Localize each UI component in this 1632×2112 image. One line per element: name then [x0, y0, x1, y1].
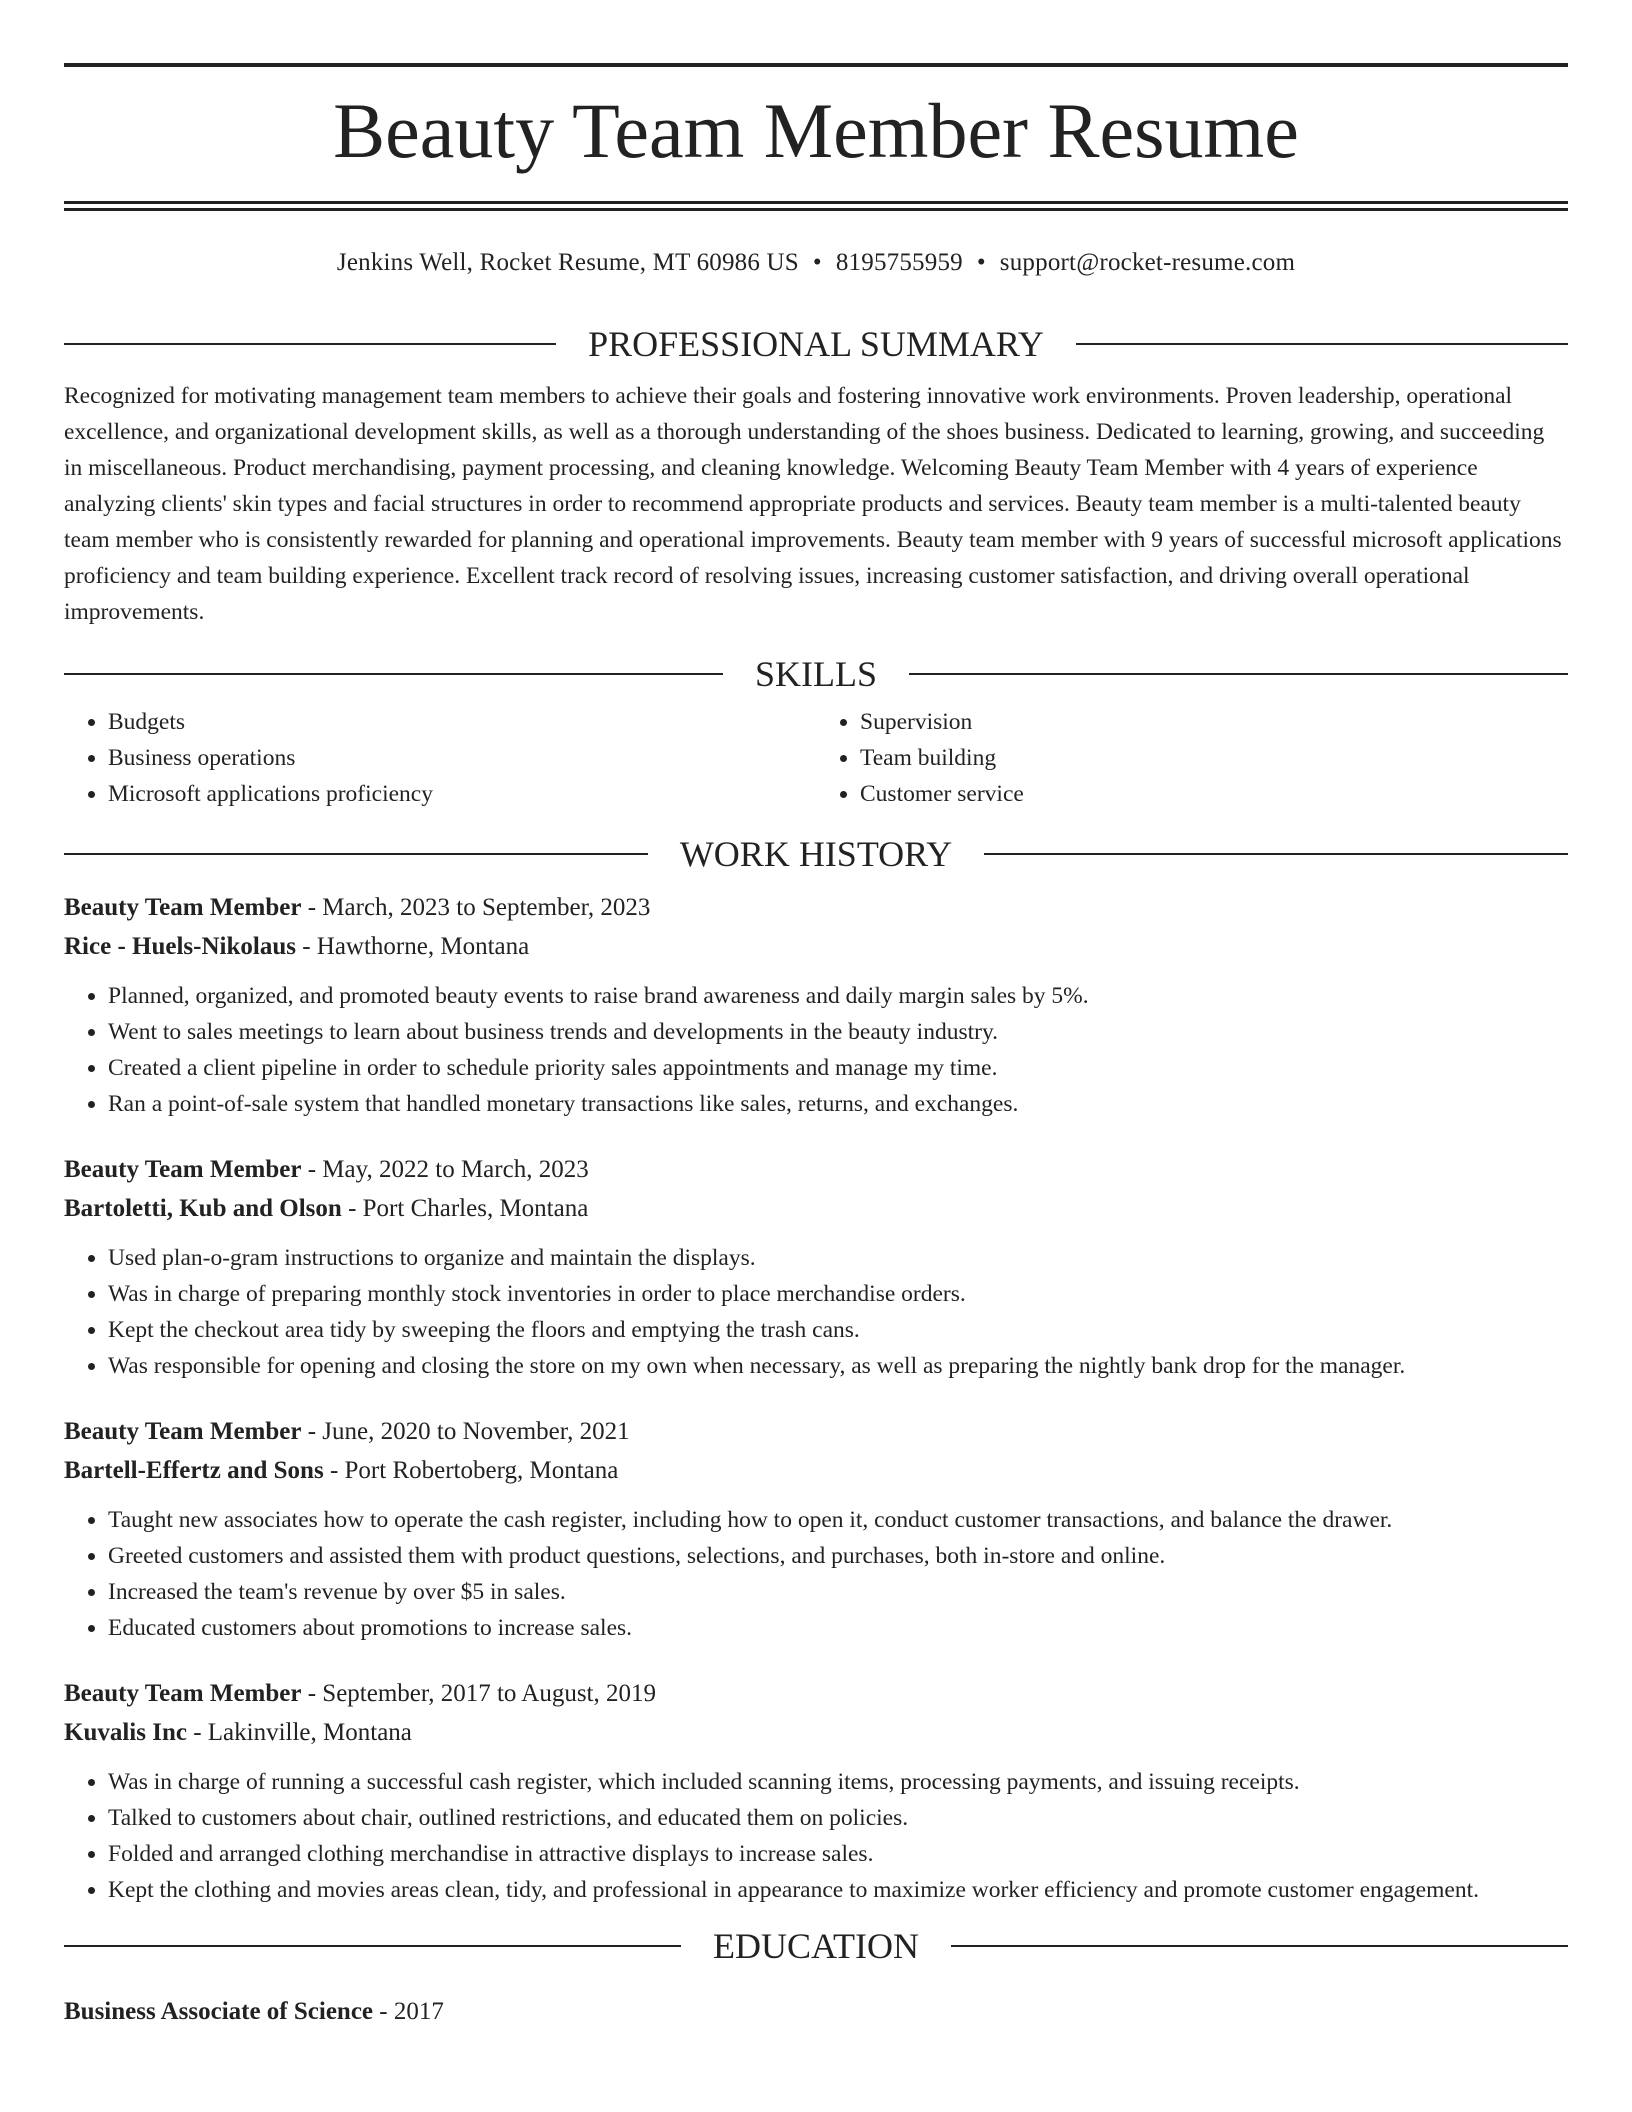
job-bullet: • Was responsible for opening and closing the store on my own when necessary, as well as preparing the nightly bank drop for the manager. [108, 1348, 1568, 1384]
job-bullet: • Created a client pipeline in order to schedule priority sales appointments and manage my time. [108, 1050, 1568, 1086]
top-rule [64, 63, 1568, 67]
job-company: Kuvalis Inc [64, 1719, 187, 1746]
job-title: Beauty Team Member [64, 894, 302, 921]
skills-column-right [816, 704, 1568, 812]
job-title-line [64, 1150, 1568, 1189]
summary-heading-title: PROFESSIONAL SUMMARY [588, 324, 1044, 364]
job-bullet: • Talked to customers about chair, outlined restrictions, and educated them on policies. [108, 1800, 1568, 1836]
job-company: Bartoletti, Kub and Olson [64, 1195, 342, 1222]
job-location: - Hawthorne, Montana [295, 933, 530, 960]
job-company-line [64, 1713, 1568, 1752]
summary-heading [64, 322, 1568, 366]
job-dates: - March, 2023 to September, 2023 [301, 894, 651, 921]
heading-rule-right [951, 1945, 1568, 1947]
skill-item: • Customer service [860, 776, 1568, 812]
job-company: Bartell-Effertz and Sons [64, 1457, 324, 1484]
job-bullet: • Folded and arranged clothing merchandise in attractive displays to increase sales. [108, 1836, 1568, 1872]
job-bullet: • Educated customers about promotions to increase sales. [108, 1610, 1568, 1646]
job-title: Beauty Team Member [64, 1156, 302, 1183]
job-bullet: • Kept the checkout area tidy by sweeping the floors and emptying the trash cans. [108, 1312, 1568, 1348]
skill-item: • Budgets [108, 704, 816, 740]
job-bullet: • Planned, organized, and promoted beauty events to raise brand awareness and daily margin sales by 5%. [108, 978, 1568, 1014]
skills-heading-title: SKILLS [755, 654, 878, 694]
skill-item: • Supervision [860, 704, 1568, 740]
job-company: Rice - Huels-Nikolaus [64, 933, 296, 960]
heading-rule-left [64, 673, 723, 675]
contact-phone: 8195755959 [835, 249, 963, 276]
summary-text: Recognized for motivating management team members to achieve their goals and fostering innovative work environments. Proven leadership, operational excellence, and organizational development skills, as well as a thorough understanding of the shoes business. Dedicated to learning, growing, and succeeding in miscellaneous. Product merchandising, payment processing, and cleaning knowledge. Welcoming Beauty Team Member with 4 years of experience analyzing clients' skin types and facial structures in order to recommend appropriate products and services. Beauty team member is a multi-talented beauty team member who is consistently rewarded for planning and operational improvements. Beauty team member with 9 years of successful microsoft applications proficiency and team building experience. Excellent track record of resolving issues, increasing customer satisfaction, and driving overall operational improvements. [64, 383, 1562, 625]
skills-column-left [64, 704, 816, 812]
job-title-line [64, 1412, 1568, 1451]
job-company-line [64, 1189, 1568, 1228]
job-company-line [64, 927, 1568, 966]
heading-rule-left [64, 853, 648, 855]
skills-list [64, 704, 1568, 812]
heading-rule-left [64, 1945, 681, 1947]
job-title-line [64, 888, 1568, 927]
job-entry [64, 888, 1568, 1122]
contact-separator: • [976, 249, 986, 276]
job-entry [64, 1150, 1568, 1384]
job-location: - Port Robertoberg, Montana [323, 1457, 619, 1484]
job-title: Beauty Team Member [64, 1418, 302, 1445]
job-bullets [64, 1502, 1568, 1646]
education-heading-title: EDUCATION [713, 1926, 919, 1966]
skill-item: • Microsoft applications proficiency [108, 776, 816, 812]
contact-email: support@rocket-resume.com [999, 249, 1296, 276]
job-entry [64, 1674, 1568, 1908]
job-dates: - June, 2020 to November, 2021 [301, 1418, 630, 1445]
job-bullet: • Kept the clothing and movies areas clean, tidy, and professional in appearance to maximize worker efficiency and promote customer engagement. [108, 1872, 1568, 1908]
job-dates: - September, 2017 to August, 2019 [301, 1680, 656, 1707]
job-bullets [64, 978, 1568, 1122]
education-year: - 2017 [373, 1998, 444, 2025]
skill-item: • Team building [860, 740, 1568, 776]
job-bullet: • Was in charge of running a successful cash register, which included scanning items, processing payments, and issuing receipts. [108, 1764, 1568, 1800]
job-company-line [64, 1451, 1568, 1490]
work-heading-title: WORK HISTORY [679, 834, 953, 874]
job-entry [64, 1412, 1568, 1646]
heading-rule-right [1076, 343, 1568, 345]
job-bullet: • Was in charge of preparing monthly stock inventories in order to place merchandise orders. [108, 1276, 1568, 1312]
job-location: - Lakinville, Montana [186, 1719, 412, 1746]
contact-line [64, 246, 1568, 280]
job-bullet: • Ran a point-of-sale system that handled monetary transactions like sales, returns, and exchanges. [108, 1086, 1568, 1122]
heading-rule-right [909, 673, 1568, 675]
job-dates: - May, 2022 to March, 2023 [301, 1156, 589, 1183]
education-entry [64, 1992, 1568, 2031]
education-heading [64, 1924, 1568, 1968]
contact-separator: • [812, 249, 822, 276]
education-degree: Business Associate of Science [64, 1998, 374, 2025]
job-bullet: • Went to sales meetings to learn about business trends and developments in the beauty industry. [108, 1014, 1568, 1050]
resume-title: Beauty Team Member Resume [333, 87, 1299, 174]
job-bullets [64, 1240, 1568, 1384]
job-title-line [64, 1674, 1568, 1713]
heading-rule-right [984, 853, 1568, 855]
heading-rule-left [64, 343, 556, 345]
skill-item: • Business operations [108, 740, 816, 776]
job-title: Beauty Team Member [64, 1680, 302, 1707]
skills-heading [64, 652, 1568, 696]
job-bullet: • Greeted customers and assisted them with product questions, selections, and purchases, both in-store and online. [108, 1538, 1568, 1574]
work-heading [64, 832, 1568, 876]
job-bullet: • Used plan-o-gram instructions to organize and maintain the displays. [108, 1240, 1568, 1276]
job-bullet: • Taught new associates how to operate the cash register, including how to open it, conduct customer transactions, and balance the drawer. [108, 1502, 1568, 1538]
job-bullet: • Increased the team's revenue by over $5 in sales. [108, 1574, 1568, 1610]
job-location: - Port Charles, Montana [341, 1195, 589, 1222]
contact-address: Jenkins Well, Rocket Resume, MT 60986 US [336, 249, 799, 276]
job-bullets [64, 1764, 1568, 1908]
title-double-rule [64, 201, 1568, 211]
